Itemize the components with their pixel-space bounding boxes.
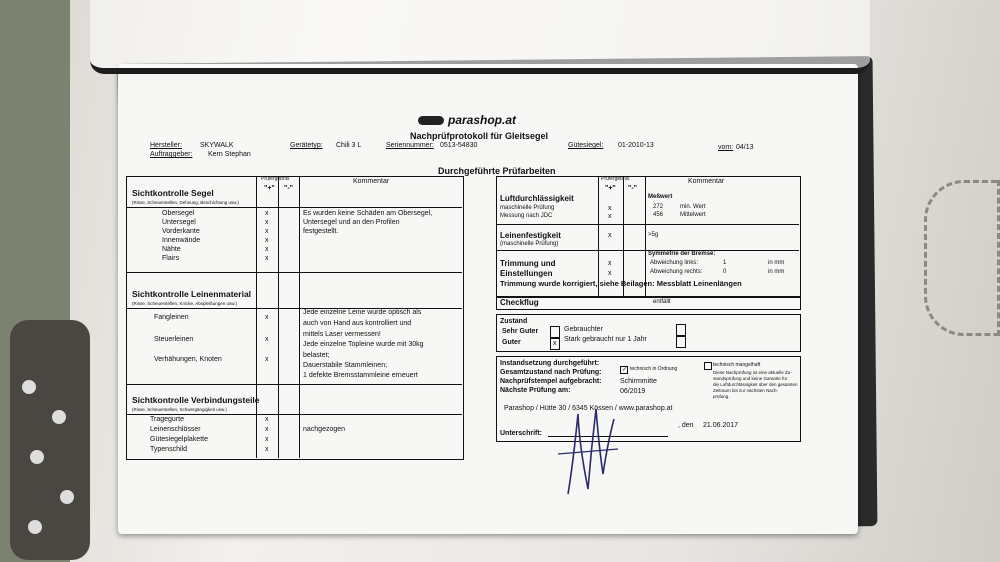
- row-guetesiegelplakette: Gütesiegelplakette: [150, 436, 208, 443]
- label-hersteller: Hersteller:: [150, 142, 182, 149]
- signature-label: Unterschrift:: [500, 430, 543, 437]
- luft-messwert-label: Meßwert: [648, 194, 673, 200]
- garantie-note-1: Diese Nachprüfung ist eine aktuelle Zu-: [713, 370, 792, 375]
- zustand-stark-checkbox: [676, 335, 686, 348]
- instand-gesamtzustand: Gesamtzustand nach Prüfung:: [500, 369, 602, 376]
- garantie-note-3: die Luftdurchlässigkeit über den gesamten: [713, 382, 798, 387]
- luft-line2: Messung nach JDC: [500, 213, 553, 219]
- comment-leinen-1: Jede einzelne Leine wurde optisch als: [303, 309, 422, 316]
- shop-address: Parashop / Hütte 30 / 6345 Kössen / www.parashop.at: [504, 405, 673, 412]
- row-flairs: Flairs: [162, 255, 180, 262]
- checkflug-row: [496, 296, 801, 310]
- luft-value-min: 272: [653, 204, 664, 210]
- value-guetesiegel: 01-2010-13: [618, 142, 654, 149]
- mark-luft-1: x: [608, 205, 612, 212]
- luft-line1: maschinelle Prüfung: [500, 205, 555, 211]
- trimmung-links-label: Abweichung links:: [650, 260, 699, 266]
- label-geraetetyp: Gerätetyp:: [290, 142, 323, 149]
- zustand-stark-gebraucht: Stark gebraucht nur 1 Jahr: [564, 336, 647, 343]
- garantie-note-2: standsprüfung und keine Garantie für: [713, 376, 788, 381]
- checkflug-label: Checkflug: [500, 298, 539, 307]
- technisch-ok-label: technisch in Ordnung: [630, 366, 678, 372]
- mark-trimmung-1: x: [608, 260, 612, 267]
- zustand-title: Zustand: [500, 318, 528, 325]
- row-typenschild: Typenschild: [150, 446, 187, 453]
- section-verbindung-sub: (Risse, Scheuerstellen, Schwergängigkeit usw.): [132, 407, 227, 412]
- comment-leinen-4: Jede einzelne Topleine wurde mit 30kg: [303, 341, 424, 348]
- col-plus-right: "+": [605, 185, 616, 192]
- zustand-guter-checkbox: x: [550, 337, 560, 350]
- label-auftraggeber: Auftraggeber:: [150, 151, 193, 158]
- col-pruefergebnis: Prüfergebnis: [261, 176, 290, 182]
- comment-leinen-6: Dauerstabile Stammleinen;: [303, 362, 388, 369]
- garantie-note-4: Zeitraum bis zur nächsten Nach-: [713, 388, 779, 393]
- row-obersegel: Obersegel: [162, 210, 195, 217]
- section-leinen-title: Sichtkontrolle Leinenmaterial: [132, 289, 252, 299]
- mark-obersegel: x: [265, 210, 269, 217]
- mark-untersegel: x: [265, 219, 269, 226]
- trimmung-rechts-unit: in mm: [768, 269, 785, 275]
- handwritten-signature-icon: [548, 394, 628, 504]
- col-minus-right: "-": [628, 185, 637, 192]
- lace-decoration-right: [924, 180, 1000, 336]
- garantie-note-5: prüfung.: [713, 394, 730, 399]
- festigkeit-value: >5g: [648, 232, 659, 238]
- label-seriennummer: Seriennummer:: [386, 142, 434, 149]
- mark-guetesiegelplakette: x: [265, 436, 269, 443]
- mark-trimmung-2: x: [608, 270, 612, 277]
- row-naehte: Nähte: [162, 246, 181, 253]
- instand-stempel: Nachprüfstempel aufgebracht:: [500, 378, 602, 385]
- col-kommentar: Kommentar: [353, 178, 390, 185]
- comment-leinen-2: auch von Hand aus kontrolliert und: [303, 320, 412, 327]
- trimmung-rechts-label: Abweichung rechts:: [650, 269, 703, 275]
- instand-durchgefuehrt: Instandsetzung durchgeführt:: [500, 360, 600, 367]
- protocol-title: Nachprüfprotokoll für Gleitsegel: [410, 131, 549, 141]
- zustand-guter: Guter: [502, 339, 521, 346]
- mark-innenwaende: x: [265, 237, 269, 244]
- comment-leinen-5: belastet;: [303, 352, 330, 359]
- value-vom: 04/13: [736, 144, 754, 151]
- comment-verbindung: nachgezogen: [303, 426, 346, 433]
- comment-segel-2: Untersegel und an den Profilen: [303, 219, 400, 226]
- row-tragegurte: Tragegurte: [150, 416, 184, 423]
- row-leinenschloesser: Leinenschlösser: [150, 426, 201, 433]
- mark-typenschild: x: [265, 446, 269, 453]
- trimmung-note: Trimmung wurde korrigiert, siehe Beilagen: Messblatt Leinenlängen: [500, 279, 742, 288]
- label-vom: vom:: [718, 144, 734, 151]
- comment-segel-3: festgestellt.: [303, 228, 339, 235]
- comment-leinen-7: 1 defekte Bremsstammleine erneuert: [303, 372, 418, 379]
- row-steuerleinen: Steuerleinen: [154, 336, 194, 343]
- trimmung-links-value: 1: [723, 260, 727, 266]
- col-plus: "+": [264, 185, 275, 192]
- technisch-mangelhaft-label: technisch mangelhaft: [713, 362, 761, 368]
- brand-logo: parashop.at: [418, 114, 516, 126]
- row-verhaehungen: Verhähungen, Knoten: [154, 356, 222, 363]
- section-festigkeit-title: Leinenfestigkeit: [500, 231, 561, 240]
- mark-naehte: x: [265, 246, 269, 253]
- col-kommentar-right: Kommentar: [688, 178, 725, 185]
- logo-swoosh-icon: [418, 116, 444, 125]
- section-leinen-sub: (Risse, Scheuerstellen, Knicke, Abspleißungen usw.): [132, 301, 238, 306]
- technisch-ok-checkbox: ✓: [622, 367, 628, 373]
- section-trimmung-title2: Einstellungen: [500, 269, 553, 278]
- mark-luft-2: x: [608, 213, 612, 220]
- instand-naechste: Nächste Prüfung am:: [500, 387, 571, 394]
- row-vorderkante: Vorderkante: [162, 228, 200, 235]
- stempel-value: Schirmmitte: [620, 378, 657, 385]
- row-innenwaende: Innenwände: [162, 237, 201, 244]
- col-minus: "-": [284, 185, 293, 192]
- mark-vorderkante: x: [265, 228, 269, 235]
- mark-steuerleinen: x: [265, 336, 269, 343]
- zustand-box: [496, 314, 801, 352]
- festigkeit-sub: (maschinelle Prüfung): [500, 241, 559, 247]
- row-untersegel: Untersegel: [162, 219, 196, 226]
- section-luft-title: Luftdurchlässigkeit: [500, 194, 574, 203]
- trimmung-rechts-value: 0: [723, 269, 727, 275]
- mark-verhaehungen: x: [265, 356, 269, 363]
- section-segel-sub: (Risse, Scheuerstellen, Dehnung, Beschichtung usw.): [132, 200, 240, 205]
- section-title: Durchgeführte Prüfarbeiten: [438, 166, 556, 176]
- mark-flairs: x: [265, 255, 269, 262]
- value-seriennummer: 0513-54830: [440, 142, 478, 149]
- section-segel-title: Sichtkontrolle Segel: [132, 188, 214, 198]
- value-geraetetyp: Chili 3 L: [336, 142, 362, 149]
- mark-fangleinen: x: [265, 314, 269, 321]
- clipboard-clip: [90, 0, 870, 74]
- mark-leinenschloesser: x: [265, 426, 269, 433]
- col-pruefergebnis-right: Prüfergebnis: [601, 176, 630, 182]
- luft-value-min-label: min. Wert: [680, 204, 706, 210]
- date-prefix: , den: [678, 422, 694, 429]
- inspection-date: 21.06.2017: [703, 422, 739, 429]
- inspection-protocol-sheet: [118, 64, 858, 534]
- label-guetesiegel: Gütesiegel:: [568, 142, 604, 149]
- zustand-sehr-guter: Sehr Guter: [502, 328, 539, 335]
- trimmung-links-unit: in mm: [768, 260, 785, 266]
- zustand-gebrauchter: Gebrauchter: [564, 326, 603, 333]
- lace-decoration-left: [10, 320, 90, 560]
- section-trimmung-title1: Trimmung und: [500, 259, 556, 268]
- comment-segel-1: Es wurden keine Schäden am Obersegel,: [303, 210, 433, 217]
- technisch-mangelhaft-checkbox: [704, 362, 712, 370]
- comment-leinen-3: mittels Laser vermessen!: [303, 331, 381, 338]
- naechste-pruefung-value: 06/2019: [620, 388, 646, 395]
- value-auftraggeber: Kern Stephan: [208, 151, 251, 158]
- row-fangleinen: Fangleinen: [154, 314, 189, 321]
- mark-festigkeit: x: [608, 232, 612, 239]
- checkflug-value: entfällt: [653, 299, 671, 305]
- luft-value-mittel-label: Mittelwert: [680, 212, 706, 218]
- section-verbindung-title: Sichtkontrolle Verbindungsteile: [132, 395, 260, 405]
- mark-tragegurte: x: [265, 416, 269, 423]
- trimmung-symmetrie: Symmetrie der Bremse:: [648, 251, 716, 257]
- luft-value-mittel: 456: [653, 212, 664, 218]
- value-hersteller: SKYWALK: [200, 142, 234, 149]
